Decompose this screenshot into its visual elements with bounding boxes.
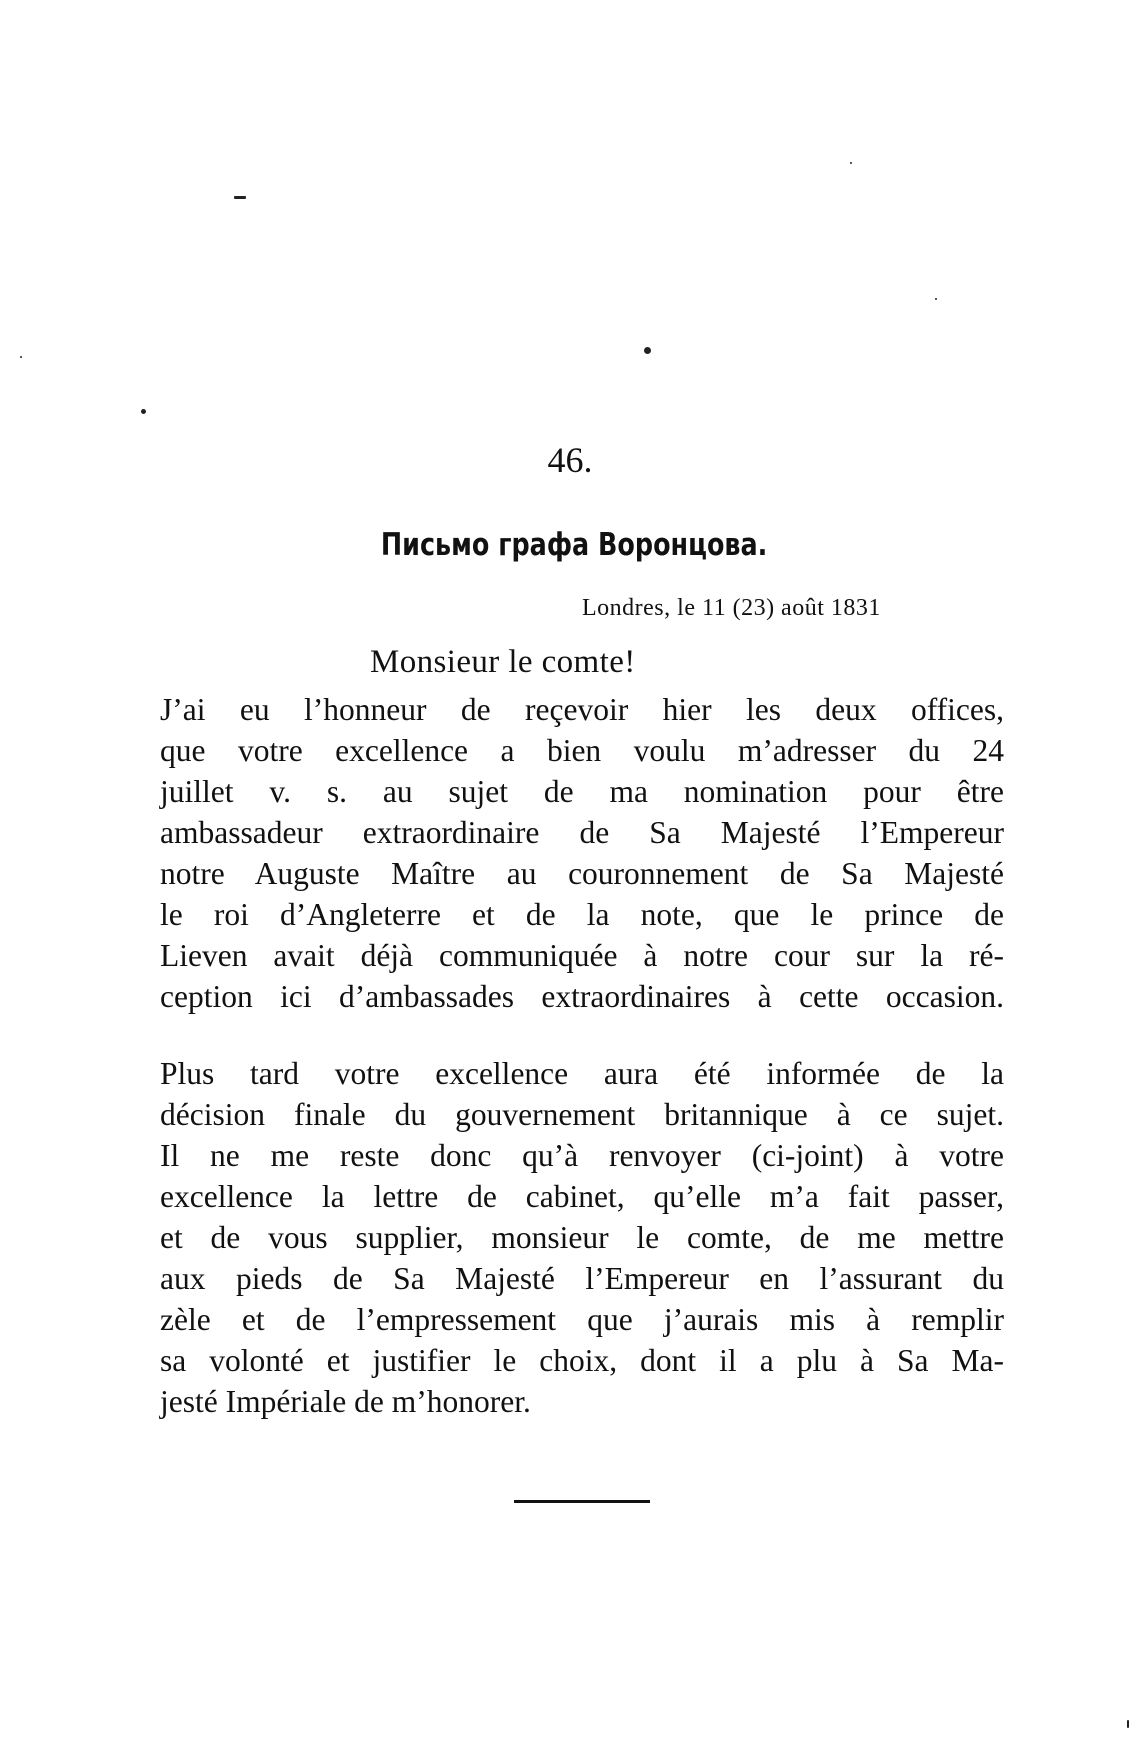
salutation: Monsieur le comte! <box>370 644 636 680</box>
closing-rule <box>514 1500 650 1503</box>
text-line: Lieven avait déjà communiquée à notre cour sur la ré- <box>160 938 1004 973</box>
text-line: le roi d’Angleterre et de la note, que le prince de <box>160 897 1004 932</box>
scan-speck <box>234 196 246 199</box>
text-line: ception ici d’ambassades extraordinaires à cette occasion. <box>160 979 1004 1014</box>
text-line: et de vous supplier, monsieur le comte, de me mettre <box>160 1220 1004 1255</box>
text-line: notre Auguste Maître au couronnement de Sa Majesté <box>160 856 1004 891</box>
text-line: que votre excellence a bien voulu m’adresser du 24 <box>160 733 1004 768</box>
letter-title: Письмо графа Воронцова. <box>380 527 768 563</box>
text-line: zèle et de l’empressement que j’aurais mis à remplir <box>160 1302 1004 1337</box>
text-line: juillet v. s. au sujet de ma nomination pour être <box>160 774 1004 809</box>
text-line: Il ne me reste donc qu’à renvoyer (ci-joint) à votre <box>160 1138 1004 1173</box>
scan-speck <box>1127 1720 1129 1728</box>
paragraph-1 <box>160 689 1004 1017</box>
scan-speck <box>141 409 146 414</box>
scan-speck <box>20 356 22 358</box>
text-line: ambassadeur extraordinaire de Sa Majesté l’Empereur <box>160 815 1004 850</box>
text-line: sa volonté et justifier le choix, dont il a plu à Sa Ma- <box>160 1343 1004 1378</box>
paragraph-2 <box>160 1053 1004 1422</box>
text-line: Plus tard votre excellence aura été informée de la <box>160 1056 1004 1091</box>
text-line: J’ai eu l’honneur de reçevoir hier les deux offices, <box>160 692 1004 727</box>
scan-speck <box>935 298 937 300</box>
letter-date: Londres, le 11 (23) août 1831 <box>582 595 881 621</box>
text-line: décision finale du gouvernement britannique à ce sujet. <box>160 1097 1004 1132</box>
document-number: 46. <box>547 440 593 480</box>
text-line: excellence la lettre de cabinet, qu’elle m’a fait passer, <box>160 1179 1004 1214</box>
text-line: aux pieds de Sa Majesté l’Empereur en l’assurant du <box>160 1261 1004 1296</box>
scan-speck <box>644 347 651 354</box>
scan-speck <box>850 162 852 164</box>
text-line: jesté Impériale de m’honorer. <box>160 1384 531 1419</box>
